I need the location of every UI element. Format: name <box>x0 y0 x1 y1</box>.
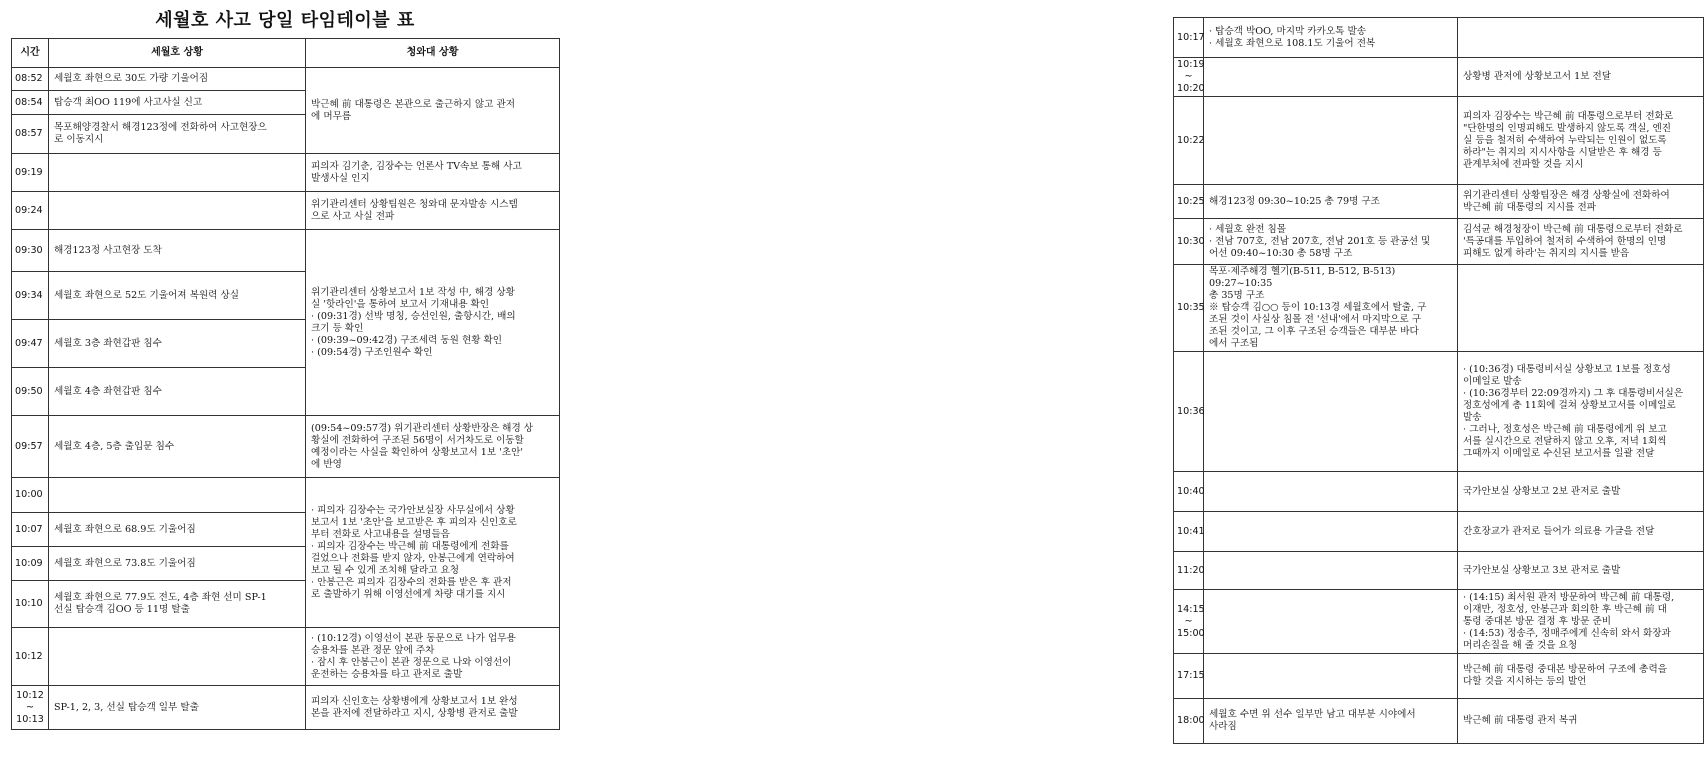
header-bluehouse: 청와대 상황 <box>306 39 560 68</box>
timetable-right <box>1173 17 1704 744</box>
text-line: "단한명의 인명피해도 발생하지 않도록 객실, 엔진 <box>1463 122 1672 134</box>
table-row <box>1174 58 1704 97</box>
text-line: 위기관리센터 상황보고서 1보 작성 中, 해경 상황 <box>311 286 515 298</box>
text-line: · 그러나, 정호성은 박근혜 前 대통령에게 위 보고 <box>1463 423 1667 435</box>
text-line: 박근혜 前 대통령의 지시를 전파 <box>1463 201 1597 213</box>
text-line: 에서 구조됨 <box>1209 338 1259 349</box>
time-cell <box>1174 58 1204 97</box>
table-row <box>1174 512 1704 552</box>
table-row <box>12 686 560 730</box>
bluehouse-cell <box>1458 472 1704 512</box>
text-line: 부터 전화로 사고내용을 설명들음 <box>311 528 450 540</box>
time-cell <box>1174 590 1204 654</box>
sewol-cell <box>49 320 306 368</box>
text-line: 세월호 좌현으로 30도 가량 기울어짐 <box>54 73 209 84</box>
text-line: · (10:36경) 대통령비서실 상황보고 1보를 정호성 <box>1463 363 1671 375</box>
text-line: · (10:36경부터 22:09경까지) 그 후 대통령비서실은 <box>1463 387 1684 399</box>
text-line: 하라"는 취지의 지시사항을 시달받은 후 해경 등 <box>1463 146 1662 158</box>
bluehouse-cell <box>1458 512 1704 552</box>
text-line: 세월호 좌현으로 68.9도 기울어짐 <box>54 523 196 535</box>
sewol-cell <box>1204 654 1458 699</box>
text-line: 피의자 김기춘, 김장수는 언론사 TV속보 통해 사고 <box>311 160 522 172</box>
table-row <box>1174 18 1704 58</box>
text-line: 정호성에게 총 11회에 걸쳐 상황보고서를 이메일로 <box>1463 399 1676 411</box>
time-cell: 10:41 <box>1174 512 1204 552</box>
sewol-cell <box>1204 58 1458 97</box>
time-cell <box>12 686 49 730</box>
text-line: 선실 탑승객 김OO 등 11명 탈출 <box>54 604 190 615</box>
text-line: (09:54~09:57경) 위기관리센터 상황반장은 해경 상 <box>311 422 534 434</box>
text-line: 목포·제주해경 헬기(B-511, B-512, B-513) 09:27~10:35 <box>1209 266 1396 289</box>
text-line: · (09:54경) 구조인원수 확인 <box>311 346 433 358</box>
text-line: 김석균 해경청장이 박근혜 前 대통령으로부터 전화로 <box>1463 223 1683 235</box>
timetable-left <box>11 38 560 730</box>
time-cell: 09:30 <box>12 230 49 272</box>
text-line: 피의자 신인호는 상황병에게 상황보고서 1보 완성 <box>311 695 518 707</box>
header-sewol: 세월호 상황 <box>49 39 306 68</box>
text-line: 박근혜 前 대통령은 본관으로 출근하지 않고 관저 <box>311 98 515 110</box>
text-line: · (14:15) 최서원 관저 방문하여 박근혜 前 대통령, <box>1463 591 1675 603</box>
header-time: 시간 <box>12 39 49 68</box>
time-cell: 17:15 <box>1174 654 1204 699</box>
text-line: 머리손질을 해 줄 것을 요청 <box>1463 639 1578 651</box>
text-line: · 세월호 좌현으로 108.1도 기울어 전복 <box>1209 37 1376 49</box>
text-line: 세월호 3층 좌현갑판 침수 <box>54 337 162 349</box>
text-line: ~ <box>1184 615 1193 627</box>
text-line: 간호장교가 관저로 들어가 의료용 가글을 전달 <box>1463 525 1655 537</box>
sewol-cell <box>1204 219 1458 265</box>
bluehouse-cell <box>306 192 560 230</box>
table-row <box>1174 265 1704 352</box>
table-row <box>12 192 560 230</box>
table-row <box>1174 185 1704 219</box>
text-line: 총 35명 구조 <box>1209 290 1265 301</box>
text-line: 10:19 <box>1177 59 1205 70</box>
sewol-cell <box>1204 352 1458 472</box>
sewol-cell <box>49 547 306 581</box>
table-row <box>1174 97 1704 185</box>
bluehouse-cell <box>306 230 560 416</box>
text-line: 14:15 <box>1177 603 1205 615</box>
bluehouse-cell <box>1458 18 1704 58</box>
time-cell: 10:36 <box>1174 352 1204 472</box>
text-line: · 안봉근은 피의자 김장수의 전화를 받은 후 관저 <box>311 576 512 588</box>
bluehouse-cell <box>306 154 560 192</box>
text-line: 피해도 없게 하라'는 취지의 지시를 받음 <box>1463 247 1630 259</box>
text-line: 탑승객 최OO 119에 사고사실 신고 <box>54 96 203 108</box>
bluehouse-cell <box>1458 185 1704 219</box>
text-line: 관계부처에 전파할 것을 지시 <box>1463 158 1584 170</box>
text-line: 목포해양경찰서 해경123정에 전화하여 사고현장으 <box>54 122 267 133</box>
text-line: 박근혜 前 대통령 중대본 방문하여 구조에 총력을 <box>1463 664 1667 675</box>
table-row <box>12 154 560 192</box>
text-line: 황실에 전화하여 구조된 56명이 서거차도로 이동할 <box>311 434 524 446</box>
time-cell: 09:24 <box>12 192 49 230</box>
time-cell: 10:35 <box>1174 265 1204 352</box>
text-line: 실 등을 철저히 수색하여 누락되는 인원이 없도록 <box>1463 134 1667 146</box>
time-cell: 10:10 <box>12 581 49 628</box>
sewol-cell <box>49 581 306 628</box>
text-line: 국가안보실 상황보고 3보 관저로 출발 <box>1463 564 1621 576</box>
text-line: · (14:53) 정송주, 정매주에게 신속히 와서 화장과 <box>1463 627 1671 639</box>
bluehouse-cell <box>306 686 560 730</box>
text-line: 으로 사고 사실 전파 <box>311 210 395 222</box>
text-line: · 전남 707호, 전남 207호, 전남 201호 등 관공선 및 <box>1209 235 1431 247</box>
text-line: · 잠시 후 안봉근이 본관 정문으로 나와 이영선이 <box>311 656 512 668</box>
time-cell: 10:09 <box>12 547 49 581</box>
text-line: 조된 것이고, 그 이후 구조된 승객들은 대부분 바다 <box>1209 326 1419 337</box>
text-line: 해경123정 사고현장 도착 <box>54 244 162 256</box>
sewol-cell <box>49 478 306 513</box>
text-line: 조된 것이 사실상 침몰 전 '선내'에서 마지막으로 구 <box>1209 314 1421 325</box>
table-row <box>12 230 560 272</box>
text-line: 10:20 <box>1177 83 1205 94</box>
bluehouse-cell <box>1458 97 1704 185</box>
sewol-cell <box>49 272 306 320</box>
header-row <box>12 39 560 68</box>
text-line: 발송 <box>1463 411 1482 423</box>
text-line: 보고서 1보 '초안'을 보고받은 후 피의자 신인호로 <box>311 516 517 528</box>
bluehouse-cell <box>306 68 560 154</box>
text-line: 실 '핫라인'을 통하여 보고서 기재내용 확인 <box>311 298 490 310</box>
table-row <box>1174 219 1704 265</box>
text-line: ※ 탑승객 김○○ 등이 10:13경 세월호에서 탈출, 구 <box>1209 302 1427 313</box>
bluehouse-cell <box>1458 58 1704 97</box>
sewol-cell <box>49 192 306 230</box>
text-line: · 피의자 김장수는 박근혜 前 대통령에게 전화를 <box>311 540 509 552</box>
time-cell: 10:07 <box>12 513 49 547</box>
text-line: ~ <box>1184 71 1193 82</box>
bluehouse-cell <box>1458 265 1704 352</box>
time-cell: 18:00 <box>1174 699 1204 744</box>
text-line: 로 이동지시 <box>54 134 104 145</box>
text-line: 걸었으나 전화를 받지 않자, 안봉근에게 연락하여 <box>311 552 515 564</box>
sewol-cell <box>49 230 306 272</box>
bluehouse-cell <box>306 416 560 478</box>
text-line: · 세월호 완전 침몰 <box>1209 223 1287 235</box>
time-cell: 09:50 <box>12 368 49 416</box>
text-line: 본을 관저에 전달하라고 지시, 상황병 관저로 출발 <box>311 707 518 719</box>
sewol-cell <box>49 686 306 730</box>
sewol-cell <box>1204 512 1458 552</box>
sewol-cell <box>1204 185 1458 219</box>
time-cell: 10:00 <box>12 478 49 513</box>
table-row <box>12 628 560 686</box>
text-line: 크기 등 확인 <box>311 322 364 334</box>
bluehouse-cell <box>1458 699 1704 744</box>
text-line: 보고 될 수 있게 조치해 달라고 요청 <box>311 564 460 576</box>
text-line: SP-1, 2, 3, 선실 탑승객 일부 탈출 <box>54 701 199 713</box>
time-cell: 11:20 <box>1174 552 1204 590</box>
time-cell: 10:12 <box>12 628 49 686</box>
table-row <box>1174 699 1704 744</box>
text-line: 운전하는 승용차를 타고 관저로 출발 <box>311 668 463 680</box>
bluehouse-cell <box>1458 219 1704 265</box>
time-cell: 10:22 <box>1174 97 1204 185</box>
bluehouse-cell <box>306 478 560 628</box>
table-row <box>12 478 560 513</box>
table-row <box>1174 472 1704 512</box>
text-line: 해경123정 09:30~10:25 총 79명 구조 <box>1209 195 1380 207</box>
text-line: 이재만, 정호성, 안봉근과 회의한 후 박근혜 前 대 <box>1463 603 1667 615</box>
time-cell: 10:40 <box>1174 472 1204 512</box>
text-line: 15:00 <box>1177 627 1205 639</box>
text-line: 어선 09:40~10:30 총 58명 구조 <box>1209 247 1353 259</box>
text-line: 그때까지 이메일로 수신된 보고서를 일괄 전달 <box>1463 447 1655 459</box>
sewol-cell <box>49 368 306 416</box>
sewol-cell <box>49 416 306 478</box>
time-cell: 08:52 <box>12 68 49 91</box>
time-cell: 09:34 <box>12 272 49 320</box>
text-line: 세월호 수면 위 선수 일부만 남고 대부분 시야에서 <box>1209 709 1416 720</box>
text-line: 에 반영 <box>311 458 342 470</box>
text-line: · 탑승객 박OO, 마지막 카카오톡 발송 <box>1209 25 1366 37</box>
bluehouse-cell <box>1458 654 1704 699</box>
time-cell: 08:57 <box>12 115 49 154</box>
table-row <box>12 68 560 91</box>
table-row <box>1174 590 1704 654</box>
sewol-cell <box>1204 552 1458 590</box>
text-line: 서를 실시간으로 전달하지 않고 오후, 저녁 1회씩 <box>1463 435 1667 447</box>
bluehouse-cell <box>1458 590 1704 654</box>
text-line: 국가안보실 상황보고 2보 관저로 출발 <box>1463 485 1621 497</box>
text-line: 승용차를 본관 정문 앞에 주차 <box>311 644 435 656</box>
time-cell: 09:47 <box>12 320 49 368</box>
bluehouse-cell <box>1458 352 1704 472</box>
text-line: '특공대를 투입하여 철저히 수색하여 한명의 인명 <box>1463 235 1667 247</box>
time-cell: 09:57 <box>12 416 49 478</box>
sewol-cell <box>49 513 306 547</box>
bluehouse-cell <box>1458 552 1704 590</box>
sewol-cell <box>1204 18 1458 58</box>
text-line: ~ <box>25 701 35 713</box>
text-line: 발생사실 인지 <box>311 172 370 184</box>
sewol-cell <box>1204 265 1458 352</box>
sewol-cell <box>49 91 306 115</box>
text-line: 10:12 <box>16 689 44 701</box>
time-cell: 10:17 <box>1174 18 1204 58</box>
text-line: 로 출발하기 위해 이영선에게 차량 대기를 지시 <box>311 588 506 600</box>
text-line: 세월호 4층 좌현갑판 침수 <box>54 385 162 397</box>
table-row <box>1174 352 1704 472</box>
text-line: 10:13 <box>16 713 44 725</box>
text-line: 통령 중대본 방문 결정 후 방문 준비 <box>1463 615 1612 627</box>
sewol-cell <box>1204 699 1458 744</box>
text-line: 위기관리센터 상황팀원은 청와대 문자발송 시스템 <box>311 198 518 210</box>
text-line: 세월호 좌현으로 77.9도 전도, 4층 좌현 선미 SP-1 <box>54 592 267 603</box>
sewol-cell <box>1204 472 1458 512</box>
sewol-cell <box>49 628 306 686</box>
sewol-cell <box>49 115 306 154</box>
table-row <box>1174 654 1704 699</box>
text-line: · (10:12경) 이영선이 본관 동문으로 나가 업무용 <box>311 632 516 644</box>
text-line: · (09:31경) 선박 명칭, 승선인원, 출항시간, 배의 <box>311 310 516 322</box>
text-line: 다할 것을 지시하는 등의 발언 <box>1463 676 1587 687</box>
text-line: · 피의자 김장수는 국가안보실장 사무실에서 상황 <box>311 504 515 516</box>
text-line: 박근혜 前 대통령 관저 복귀 <box>1463 715 1578 726</box>
text-line: 상황병 관저에 상황보고서 1보 전달 <box>1463 71 1612 82</box>
text-line: 이메일로 발송 <box>1463 375 1522 387</box>
text-line: 세월호 4층, 5층 출입문 침수 <box>54 440 175 452</box>
table-row <box>1174 552 1704 590</box>
text-line: 위기관리센터 상황팀장은 해경 상황실에 전화하여 <box>1463 189 1670 201</box>
text-line: · (09:39~09:42경) 구조세력 동원 현황 확인 <box>311 334 503 346</box>
text-line: 피의자 김장수는 박근혜 前 대통령으로부터 전화로 <box>1463 110 1674 122</box>
time-cell: 10:30 <box>1174 219 1204 265</box>
sewol-cell <box>49 68 306 91</box>
text-line: 사라짐 <box>1209 721 1237 732</box>
bluehouse-cell <box>306 628 560 686</box>
text-line: 세월호 좌현으로 52도 기울어져 복원력 상실 <box>54 289 240 301</box>
sewol-cell <box>1204 97 1458 185</box>
time-cell: 09:19 <box>12 154 49 192</box>
text-line: 에 머무름 <box>311 110 352 122</box>
sewol-cell <box>49 154 306 192</box>
sewol-cell <box>1204 590 1458 654</box>
time-cell: 08:54 <box>12 91 49 115</box>
time-cell: 10:25 <box>1174 185 1204 219</box>
table-row <box>12 416 560 478</box>
text-line: 세월호 좌현으로 73.8도 기울어짐 <box>54 557 196 569</box>
text-line: 예정이라는 사실을 확인하여 상황보고서 1보 '초안' <box>311 446 523 458</box>
document-title: 세월호 사고 당일 타임테이블 표 <box>155 10 415 31</box>
